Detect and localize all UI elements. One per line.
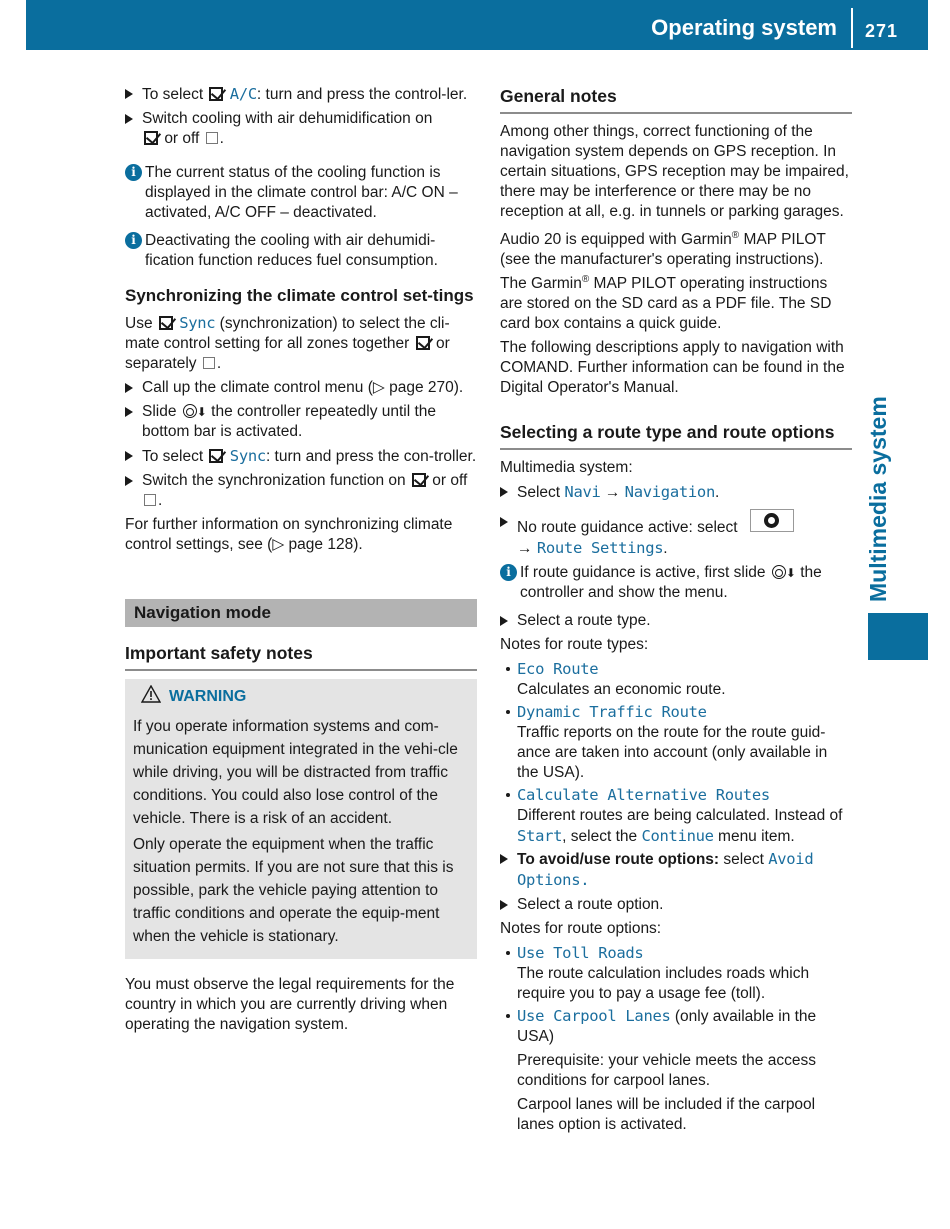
garmin-paragraph: Audio 20 is equipped with Garmin® MAP PILOT (see the manufacturer's operating instructions). The Garmin® MAP PILOT operating instructions are stored on the SD card as a PDF file. The SD card box contains a quick guide. [500,230,832,333]
step-route-settings: No route guidance active: select → Route Settings. [500,509,852,559]
step-arrow-icon [125,89,133,99]
step-call-menu: Call up the climate control menu (▷ page 270). [125,378,477,398]
section-heading-route: Selecting a route type and route options [500,420,852,450]
info-note: i If route guidance is active, first slide ⬇ the controller and show the menu. [500,563,852,603]
left-column [125,84,477,1039]
step-select-route-type: Select a route type. [500,611,852,631]
section-heading-sync: Synchronizing the climate control set-tings [125,286,474,305]
sync-paragraph: Use Sync (synchronization) to select the cli-mate control setting for all zones together or separately . [125,314,450,372]
registered-mark: ® [731,230,740,241]
step-arrow-icon [125,383,133,393]
checked-checkbox-icon [412,473,426,487]
step-arrow-icon [500,616,508,626]
step-arrow-icon [125,407,133,417]
comand-paragraph: The following descriptions apply to navigation with COMAND. Further information can be found in the Digital Operator's Manual. [500,339,845,397]
sync-menu-item: Sync [229,447,266,465]
sync-menu-item: Sync [179,314,216,332]
step-slide-controller: Slide ⬇ the controller repeatedly until the bottom bar is activated. [125,402,477,442]
bullet-dot [506,793,510,797]
checked-checkbox-icon [416,336,430,350]
section-bar-navigation-mode: Navigation mode [125,599,477,627]
bullet-dot [506,667,510,671]
list-item: Use Carpool Lanes (only available in the USA) Prerequisite: your vehicle meets the access conditions for carpool lanes. Carpool lanes will be included if the carpool lanes option is activated. [500,1006,852,1135]
side-tab [864,372,892,602]
section-heading-general: General notes [500,84,852,114]
use-carpool-lanes-option: Use Carpool Lanes [517,1007,671,1026]
slide-down-icon: ⬇ [196,405,207,419]
start-menu-item: Start [517,827,563,846]
eco-route-option: Eco Route [517,660,599,679]
further-info-paragraph: For further information on synchronizing climate control settings, see (▷ page 128). [125,516,453,553]
avoid-options-menu-item: Avoid Options [517,850,814,890]
warning-paragraph: Only operate the equipment when the traffic situation permits. If you are not sure that this is possible, park the vehicle paying attention to traffic conditions and operate the equip-ment when the vehicle is stationary. [133,836,454,945]
navi-menu-item: Navi [564,483,601,502]
registered-mark: ® [581,274,590,286]
step-arrow-icon [500,487,508,497]
side-tab-block [868,613,928,660]
list-item: Dynamic Traffic Route Traffic reports on the route for the route guid-ance are taken into account (only available in the USA). [500,702,852,783]
right-column [500,84,852,1137]
list-item: Eco Route Calculates an economic route. [500,659,852,700]
chapter-title: Operating system [651,15,837,40]
warning-box [125,679,477,959]
dynamic-traffic-route-option: Dynamic Traffic Route [517,703,707,722]
step-select-navigation: Select Navi → Navigation. [500,482,852,503]
warning-paragraph: If you operate information systems and com-munication equipment integrated in the vehi-cle while driving, you will be distracted from traffic conditions. You could also lose control of the vehicle. There is a risk of an accident. [133,718,458,827]
warning-title: WARNING [141,685,469,707]
step-switch-sync: Switch the synchronization function on or off . [125,471,477,511]
step-arrow-icon [125,451,133,461]
step-select-route-option: Select a route option. [500,895,852,915]
step-arrow-icon [500,900,508,910]
checked-checkbox-icon [144,131,158,145]
bullet-dot [506,1014,510,1018]
step-arrow-icon [125,476,133,486]
step-avoid-options: To avoid/use route options: select Avoid Options. [500,849,852,891]
route-options-label: Notes for route options: [500,920,662,938]
navigation-menu-item: Navigation [624,483,715,502]
step-select-ac: To select A/C: turn and press the control-ler. [125,84,477,105]
step-arrow-icon [500,854,508,864]
empty-checkbox-icon [206,132,218,144]
bullet-dot [506,710,510,714]
checked-checkbox-icon [209,87,223,101]
info-icon: i [500,564,517,581]
header-divider [851,8,853,48]
page-number: 271 [864,21,898,41]
info-icon: i [125,232,142,249]
use-toll-roads-option: Use Toll Roads [517,944,644,963]
controller-icon [772,565,786,579]
page-header [26,0,928,50]
step-arrow-icon [125,114,133,124]
list-item: Calculate Alternative Routes Different routes are being calculated. Instead of Start, select the Continue menu item. [500,785,852,847]
list-item: Use Toll Roads The route calculation includes roads which require you to pay a usage fee (toll). [500,943,852,1004]
legal-paragraph: You must observe the legal requirements for the country in which you are currently driving when operating the navigation system. [125,976,455,1033]
step-arrow-icon [500,517,508,527]
route-types-label: Notes for route types: [500,636,649,654]
section-heading-safety: Important safety notes [125,641,477,671]
side-tab-label: Multimedia system [865,396,891,602]
slide-down-icon: ⬇ [785,566,796,581]
checked-checkbox-icon [209,449,223,463]
warning-triangle-icon [141,685,161,703]
empty-checkbox-icon [203,357,215,369]
settings-button-icon [750,509,794,532]
bullet-dot [506,951,510,955]
empty-checkbox-icon [144,494,156,506]
calculate-alternative-routes-option: Calculate Alternative Routes [517,786,770,805]
ac-menu-item: A/C [229,85,257,103]
info-icon: i [125,164,142,181]
step-switch-cooling: Switch cooling with air dehumidification on or off . [125,109,477,149]
info-note: i Deactivating the cooling with air dehumidi-fication function reduces fuel consumption. [125,231,477,271]
checked-checkbox-icon [159,316,173,330]
info-note: i The current status of the cooling function is displayed in the climate control bar: A/C ON – activated, A/C OFF – deactivated. [125,163,477,223]
controller-icon [183,404,197,418]
route-settings-menu-item: Route Settings [536,539,664,558]
continue-menu-item: Continue [641,827,714,846]
multimedia-label: Multimedia system: [500,459,633,477]
step-select-sync: To select Sync: turn and press the con-troller. [125,446,477,467]
general-paragraph: Among other things, correct functioning of the navigation system depends on GPS reception. In certain situations, GPS reception may be impaired, there may be interference or there may be no reception at all, e.g. in tunnels or parking garages. [500,123,849,220]
